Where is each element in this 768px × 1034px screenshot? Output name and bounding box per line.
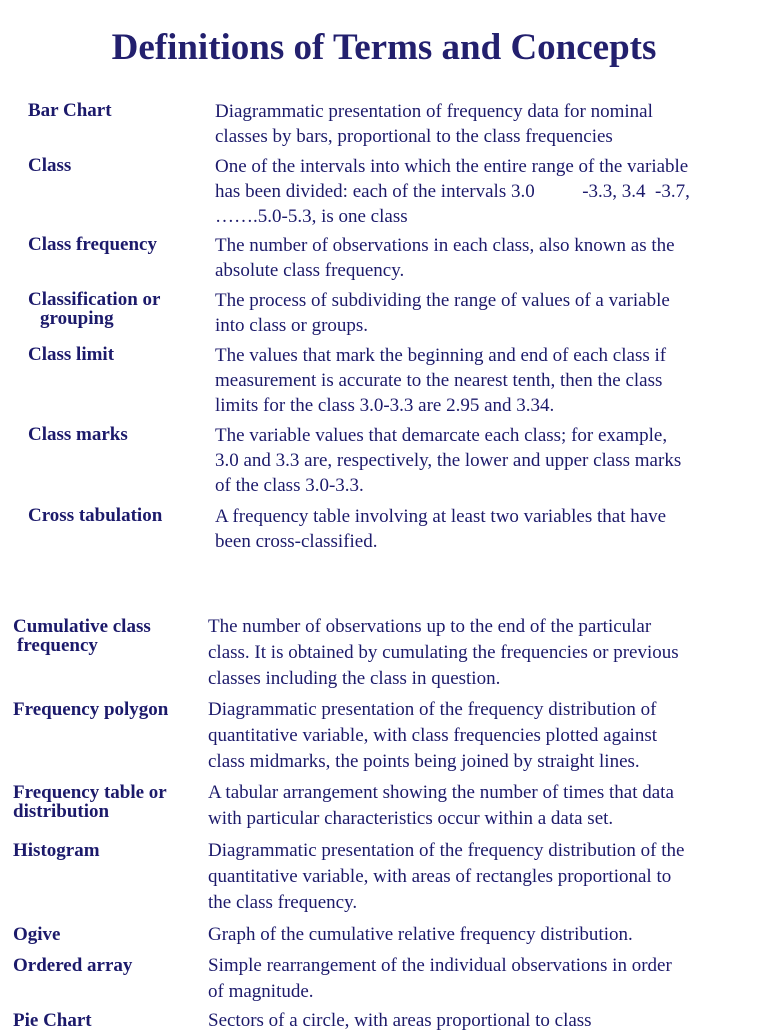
term: Classification or grouping <box>28 289 161 329</box>
page-title: Definitions of Terms and Concepts <box>111 27 657 68</box>
term: Pie Chart <box>13 1010 92 1031</box>
definition: Diagrammatic presentation of frequency data for nominal classes by bars, proportional to the class frequencies <box>215 101 653 147</box>
definition: Diagrammatic presentation of the frequency distribution of quantitative variable, with class frequencies plotted against class midmarks, the points being joined by straight lines. <box>208 699 657 772</box>
term: Cumulative class frequency <box>13 616 151 656</box>
definition: A frequency table involving at least two variables that have been cross-classified. <box>215 506 667 552</box>
term: Ogive <box>13 924 61 945</box>
definition: The process of subdividing the range of values of a variable into class or groups. <box>215 290 670 336</box>
term: Ordered array <box>13 955 133 976</box>
term: Bar Chart <box>28 100 112 121</box>
term: Class marks <box>28 424 128 445</box>
definition: One of the intervals into which the entire range of the variable has been divided: each of the intervals 3.0 -3.3, 3.4 -3.7, …….5.0-5.3, is one class <box>215 156 690 227</box>
definition: Graph of the cumulative relative frequency distribution. <box>208 924 633 945</box>
definition: Sectors of a circle, with areas proportional to class <box>208 1010 592 1031</box>
definition: The number of observations in each class, also known as the absolute class frequency. <box>215 235 675 281</box>
term: Cross tabulation <box>28 505 163 526</box>
definition: The number of observations up to the end of the particular class. It is obtained by cumulating the frequencies or previous classes including the class in question. <box>208 616 679 689</box>
term: Frequency table or distribution <box>13 782 167 822</box>
definition: Diagrammatic presentation of the frequency distribution of the quantitative variable, with areas of rectangles proportional to the class frequency. <box>208 840 685 913</box>
term: Class limit <box>28 344 115 365</box>
definition: The variable values that demarcate each class; for example, 3.0 and 3.3 are, respectively, the lower and upper class marks of the class 3.0-3.3. <box>215 425 682 496</box>
term: Histogram <box>13 840 100 861</box>
term: Class <box>28 155 72 176</box>
definition: The values that mark the beginning and end of each class if measurement is accurate to the nearest tenth, then the class limits for the class 3.0-3.3 are 2.95 and 3.34. <box>215 345 667 416</box>
definition: Simple rearrangement of the individual observations in order of magnitude. <box>208 955 672 1002</box>
term: Class frequency <box>28 234 157 255</box>
definition: A tabular arrangement showing the number of times that data with particular characteristics occur within a data set. <box>208 782 674 829</box>
term: Frequency polygon <box>13 699 169 720</box>
